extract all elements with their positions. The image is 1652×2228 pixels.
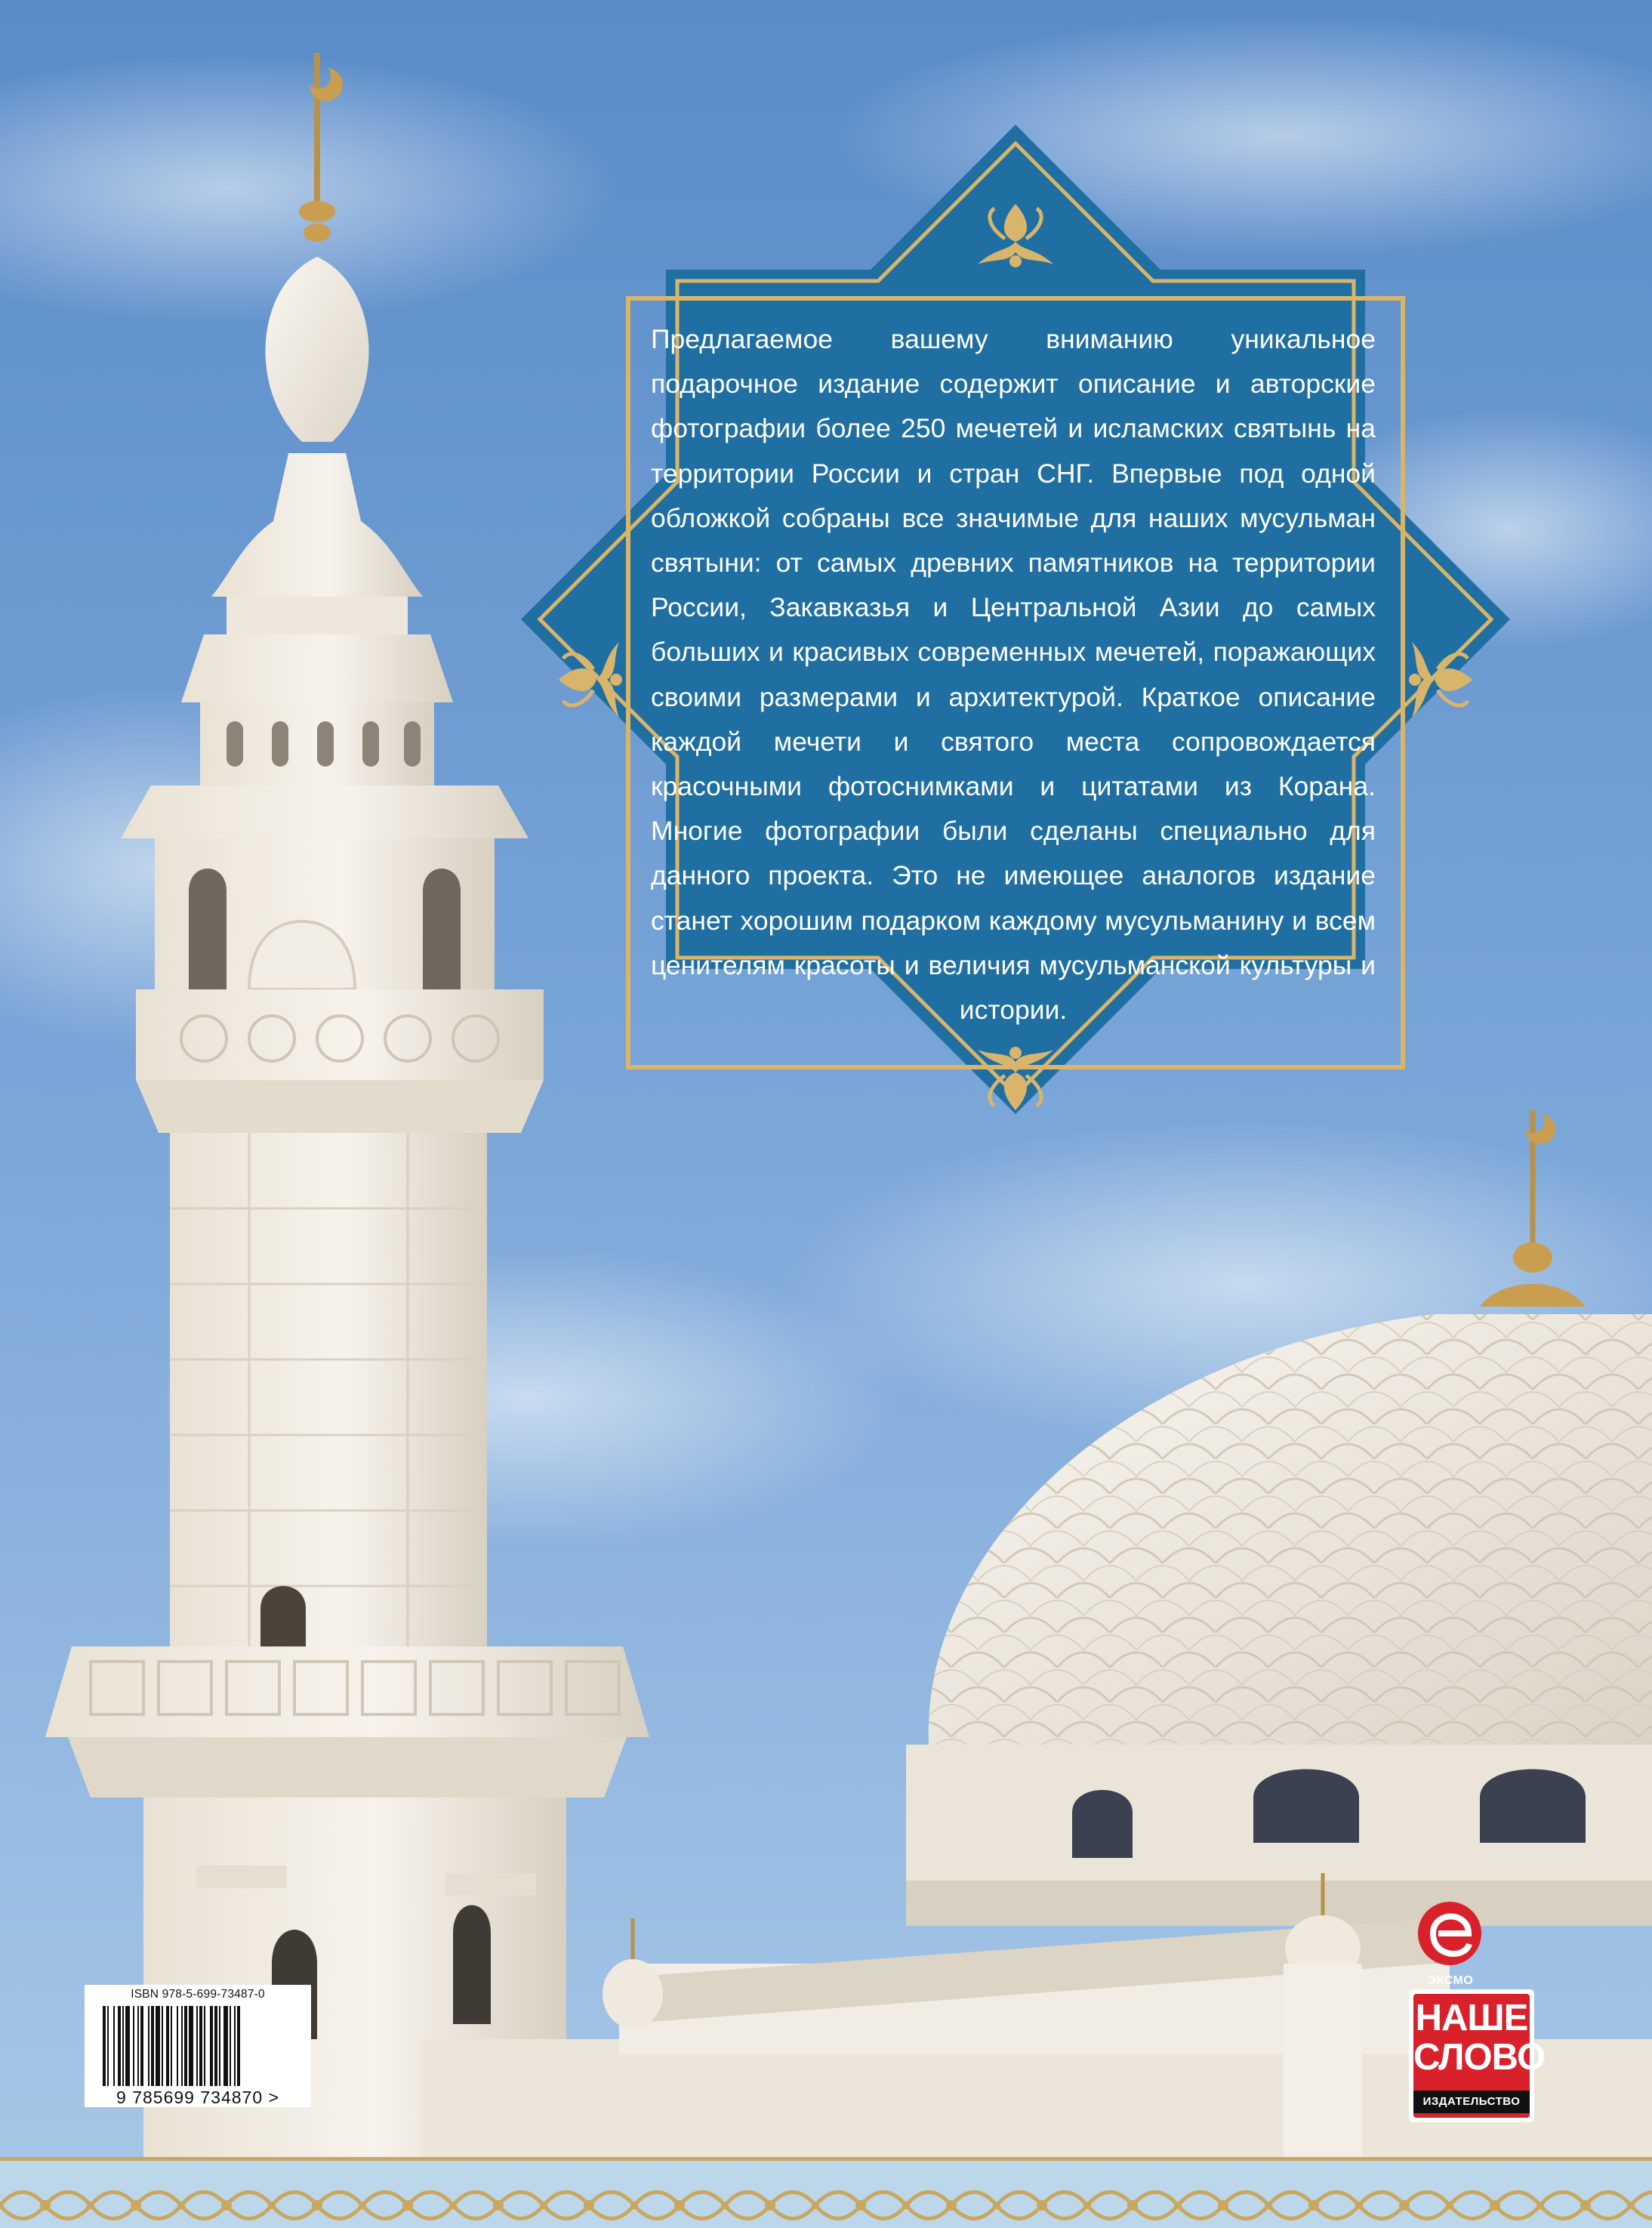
- nashe-slovo-logo: [1409, 1989, 1545, 2122]
- isbn-barcode-box: [85, 1985, 311, 2107]
- eksmo-label: ЭКСМО: [1427, 1974, 1474, 1987]
- isbn-digits: 9 785699 734870 >: [116, 2088, 279, 2107]
- ornamental-border: [0, 2160, 1652, 2228]
- nashe-slovo-logo-inner: [1413, 1994, 1545, 2118]
- izdatelstvo-word: ИЗДАТЕЛЬСТВО: [1413, 2091, 1530, 2113]
- isbn-label: ISBN 978-5-699-73487-0: [131, 1988, 265, 2001]
- nashe-word: НАШЕ: [1415, 1998, 1528, 2038]
- eksmo-logo: [1418, 1902, 1481, 1965]
- barcode-image: [100, 2006, 296, 2086]
- book-description: Предлагаемое вашему вниманию уникальное подарочное издание содержит описание и авторские фотографии более 250 мечетей и исламских святынь на территории России и стран СНГ. Впервые под одной обложкой собраны все значимые для наших мусульман святыни: от самых древних памятников на территории России, Закавказья и Центральной Азии до самых больших и красивых современных мечетей, поражающих своими размерами и архитектурой. Краткое описание каждой мечети и святого места сопровождается красочными фотоснимками и цитатами из Корана. Многие фотографии были сделаны специально для данного проекта. Это не имеющее аналогов издание станет хорошим подарком каждому мусульманину и всем ценителям красоты и величия мусульманской культуры и истории.: [651, 324, 1376, 1026]
- slovo-word: СЛОВО: [1413, 2037, 1545, 2078]
